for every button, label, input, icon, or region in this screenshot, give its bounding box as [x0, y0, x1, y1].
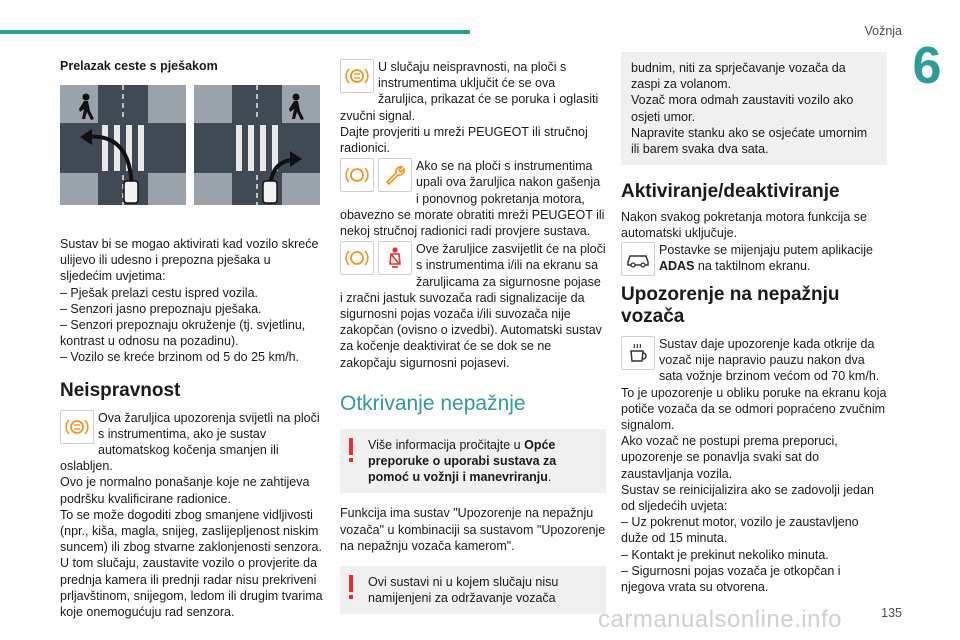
inattention-heading: Otkrivanje nepažnje [340, 391, 526, 415]
warning-paragraph-1: Sustav daje upozorenje kada otkrije da vozač nije napravio pauzu nakon dva sata vožnje brzinom većom od 70 km/h. [621, 336, 887, 385]
dealer-check-paragraph: Dajte provjeriti u mreži PEUGEOT ili stručnoj radionici. [340, 124, 588, 156]
warning-notice: Ovi sustavi ni u kojem slučaju nisu namijenjeni za održavanje vozača [340, 566, 606, 614]
function-paragraph: Funkcija ima sustav "Upozorenje na nepažnju vozača" u kombinaciji sa sustavom "Upozorenje na nepažnju vozača kamerom". [340, 506, 606, 553]
watermark: carmanualsonline.info [598, 606, 842, 633]
chapter-number: 6 [912, 37, 942, 95]
condition-item: – Senzori prepoznaju okruženje (tj. svjetlinu, kontrast u odnosu na pozadinu). [60, 318, 306, 349]
warning-notice-continued: budnim, niti za sprječavanje vozača da zaspi za volanom. Vozač mora odmah zaustaviti vozilo ako osjeti umor. Napravite stanku ako se osjećate umornim ili barem svaka dva sata. [621, 52, 887, 165]
brake-warning-icon [60, 410, 94, 444]
fault-paragraph-2: Ovo je normalno ponašanje koje ne zahtijeva podršku kvalificirane radionice. [60, 475, 310, 506]
info-notice: Više informacija pročitajte u Opće preporuke o uporabi sustava za pomoć u vožnji i manevriranju. [340, 429, 606, 494]
condition-item: – Pješak prelazi cestu ispred vozila. [60, 285, 259, 300]
seatbelt-paragraph: Ove žaruljice zasvijetlit će na ploči s instrumentima i/ili na ekranu sa žaruljicama za sigurnosne pojase i zračni jastuk suvozača radi signalizacije da sigurnosni pojas vozača i/ili suvozača nije zakopčan (ovisno o izvedbi). Automatski sustav za kočenje deaktivirat će se dok se ne zakopčaju sigurnosni pojasevi. [340, 242, 606, 370]
coffee-cup-icon [621, 336, 655, 370]
brake-warning-icon [340, 158, 374, 192]
settings-paragraph: Postavke se mijenjaju putem aplikacije ADAS na taktilnom ekranu. [621, 242, 887, 274]
driver-attention-heading: Upozorenje na nepažnju vozača [621, 284, 840, 328]
brake-warning-icon [340, 241, 374, 275]
column-1 [60, 58, 326, 74]
fault-paragraph-3: To se može dogoditi zbog smanjene vidljivosti (npr., kiša, magla, snijeg, zaslijepljenost niskim suncem) ili zbog stvarne zaklonjenosti senzora. [60, 507, 322, 555]
condition-item: – Senzori jasno prepoznaju pješaka. [60, 301, 262, 316]
intersection-right-turn [194, 85, 320, 205]
exclamation-icon [349, 438, 353, 455]
malfunction-paragraph: U slučaju neispravnosti, na ploči s instrumentima uključit će se ova žaruljica, prikazat će se poruka i oglasiti zvučni signal. [340, 60, 599, 123]
intro-paragraph: Sustav bi se mogao aktivirati kad vozilo skreće ulijevo ili udesno i prepozna pješaka u sljedećim uvjetima: [60, 237, 319, 284]
warning-paragraph-4: Sustav se reinicijalizira ako se zadovolji jedan od sljedećih uvjeta: [621, 482, 874, 514]
exclamation-icon [349, 575, 353, 592]
brake-warning-icon [340, 59, 374, 93]
activation-paragraph: Nakon svakog pokretanja motora funkcija se automatski uključuje. [621, 210, 867, 241]
reset-condition-item: – Uz pokrenut motor, vozilo je zaustavljeno duže od 15 minuta. [621, 515, 859, 546]
seatbelt-off-icon [378, 241, 412, 275]
page-number: 135 [881, 606, 902, 620]
pedestrian-crossing-illustration [60, 85, 320, 205]
intersection-left-turn [60, 85, 186, 205]
column-2 [340, 59, 606, 614]
fault-heading: Neispravnost [60, 379, 181, 401]
header-accent-bar [0, 30, 470, 34]
notice-link-text: Opće preporuke o uporabi sustava za pomoć u vožnji i manevriranju [368, 437, 557, 485]
fault-paragraph-1: Ova žaruljica upozorenja svijetli na ploči s instrumentima, ako je sustav automatskog kočenja smanjen ili oslabljen. [60, 410, 320, 474]
reset-condition-item: – Kontakt je prekinut nekoliko minuta. [621, 547, 829, 562]
column-3 [621, 52, 887, 595]
condition-item: – Vozilo se kreće brzinom od 5 do 25 km/h. [60, 350, 300, 365]
pedestrian-crossing-heading: Prelazak ceste s pješakom [60, 59, 218, 73]
activation-heading: Aktiviranje/deaktiviranje [621, 181, 840, 203]
reset-condition-item: – Sigurnosni pojas vozača je otkopčan i njegova vrata su otvorena. [621, 563, 841, 595]
section-title: Vožnja [864, 24, 902, 38]
restart-paragraph: Ako se na ploči s instrumentima upali ova žaruljica nakon gašenja i ponovnog pokretanja motora, obavezno se morate obratiti mreži PEUGEOT ili nekoj stručnoj radionici radi provjere sustava. [340, 159, 605, 239]
warning-paragraph-2: To je upozorenje u obliku poruke na ekranu koja potiče vozača da se odmori popraćeno zvučnim signalom. [621, 385, 887, 433]
fault-paragraph-4: U tom slučaju, zaustavite vozilo o provjerite da prednja kamera ili prednji radar nisu prekriveni prljavštinom, snijegom, ledom ili drugim tvarima koje onemogućuju rad senzora. [60, 556, 323, 620]
warning-paragraph-3: Ako vozač ne postupi prema preporuci, upozorenje se ponavlja svaki sat do zaustavljanja vozila. [621, 434, 838, 481]
column-1-body [60, 236, 326, 620]
service-wrench-icon [378, 158, 412, 192]
car-settings-icon [621, 242, 655, 276]
